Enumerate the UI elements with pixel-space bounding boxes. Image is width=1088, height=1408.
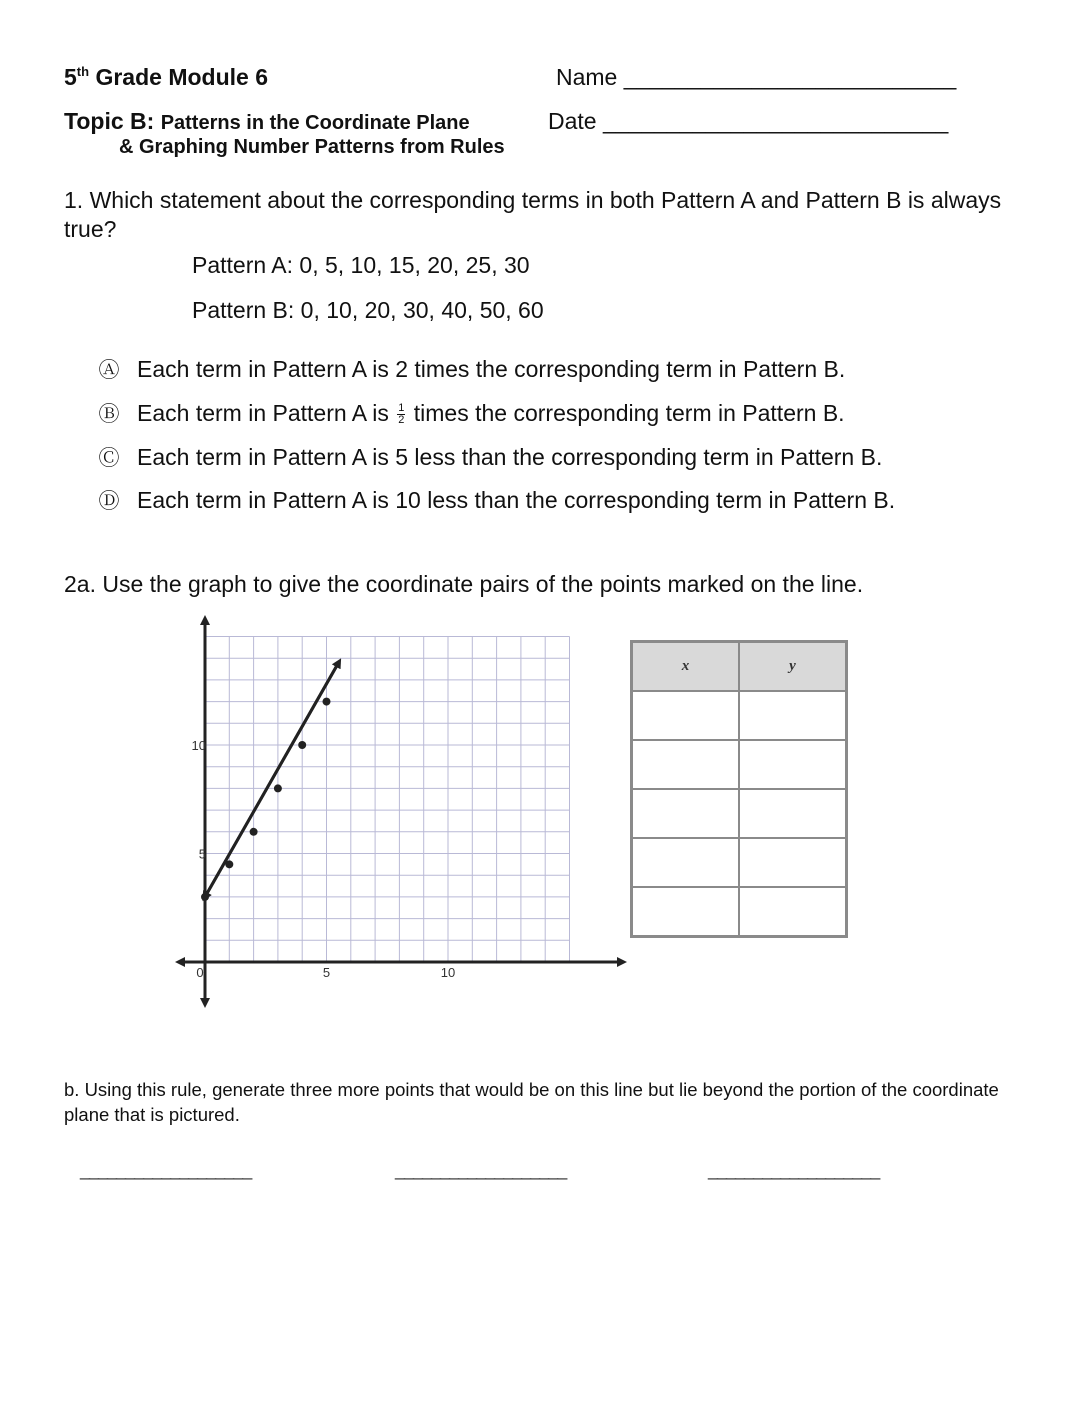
option-b-bubble[interactable]: Ⓑ (98, 403, 120, 426)
name-field[interactable]: Name __________________________ (556, 64, 957, 90)
pattern-a: Pattern A: 0, 5, 10, 15, 20, 25, 30 (192, 252, 530, 278)
pattern-b: Pattern B: 0, 10, 20, 30, 40, 50, 60 (192, 297, 544, 323)
data-point (298, 741, 306, 749)
table-cell-y[interactable] (739, 887, 847, 937)
data-point (323, 698, 331, 706)
x-tick-label: 5 (322, 965, 331, 980)
table-row (632, 740, 847, 789)
topic-line2: & Graphing Number Patterns from Rules (119, 136, 505, 158)
table-cell-x[interactable] (632, 838, 740, 887)
table-row (632, 887, 847, 937)
y-tick-label: 10 (191, 738, 206, 753)
series-line-start-arrow (205, 663, 339, 897)
option-a[interactable] (97, 354, 845, 384)
coordinate-graph (170, 615, 635, 1010)
tick-labels (192, 738, 456, 980)
table-cell-x[interactable] (632, 691, 740, 740)
option-d[interactable] (97, 485, 895, 515)
answer-blank-2[interactable]: ___________________ (395, 1160, 567, 1180)
option-a-bubble[interactable]: Ⓐ (98, 359, 120, 382)
topic-heading (64, 108, 470, 135)
x-tick-label: 0 (196, 965, 204, 980)
option-b[interactable] (97, 398, 845, 428)
table-cell-x[interactable] (632, 740, 740, 789)
axes (180, 620, 622, 1003)
module-title: 5th Grade Module 6 (64, 64, 269, 90)
question-1-prompt: 1. Which statement about the corresponding terms in both Pattern A and Pattern B is always true? (64, 187, 1002, 242)
table-row (632, 691, 847, 740)
x-tick-label: 10 (440, 965, 456, 980)
option-c-text: Each term in Pattern A is 5 less than the corresponding term in Pattern B. (137, 444, 883, 470)
answer-blank-3[interactable]: ___________________ (708, 1160, 880, 1180)
table-header-y: y (739, 642, 847, 692)
data-point (250, 828, 258, 836)
y-tick-label: 5 (198, 846, 206, 862)
topic-line1: Patterns in the Coordinate Plane (160, 112, 470, 134)
data-point (225, 860, 233, 868)
table-row (632, 789, 847, 838)
table-row (632, 838, 847, 887)
date-field[interactable]: Date ___________________________ (548, 108, 949, 134)
option-d-text: Each term in Pattern A is 10 less than the corresponding term in Pattern B. (137, 487, 896, 513)
option-c-bubble[interactable]: Ⓒ (98, 447, 120, 470)
xy-table (630, 640, 848, 938)
table-cell-y[interactable] (739, 838, 847, 887)
table-cell-y[interactable] (739, 789, 847, 838)
data-point (201, 893, 209, 901)
table-cell-x[interactable] (632, 789, 740, 838)
one-half-fraction: $\frac{1}{2}$ (398, 402, 405, 427)
question-2b-prompt: b. Using this rule, generate three more points that would be on this line but lie beyond the portion of the coordinate plane that is pictured. (64, 1079, 999, 1125)
option-d-bubble[interactable]: Ⓓ (98, 490, 120, 513)
topic-label: Topic B: (64, 108, 155, 134)
option-b-text-before: Each term in Pattern A is (137, 400, 389, 426)
table-cell-x[interactable] (632, 887, 740, 937)
question-2a-prompt: 2a. Use the graph to give the coordinate pairs of the points marked on the line. (64, 571, 864, 597)
option-c[interactable] (97, 442, 882, 472)
table-header-x: x (632, 642, 740, 692)
data-point (274, 784, 282, 792)
table-cell-y[interactable] (739, 691, 847, 740)
option-b-text-after: times the corresponding term in Pattern B. (413, 400, 845, 426)
answer-blank-1[interactable]: ___________________ (80, 1160, 252, 1180)
option-a-text: Each term in Pattern A is 2 times the corresponding term in Pattern B. (137, 356, 846, 382)
table-cell-y[interactable] (739, 740, 847, 789)
